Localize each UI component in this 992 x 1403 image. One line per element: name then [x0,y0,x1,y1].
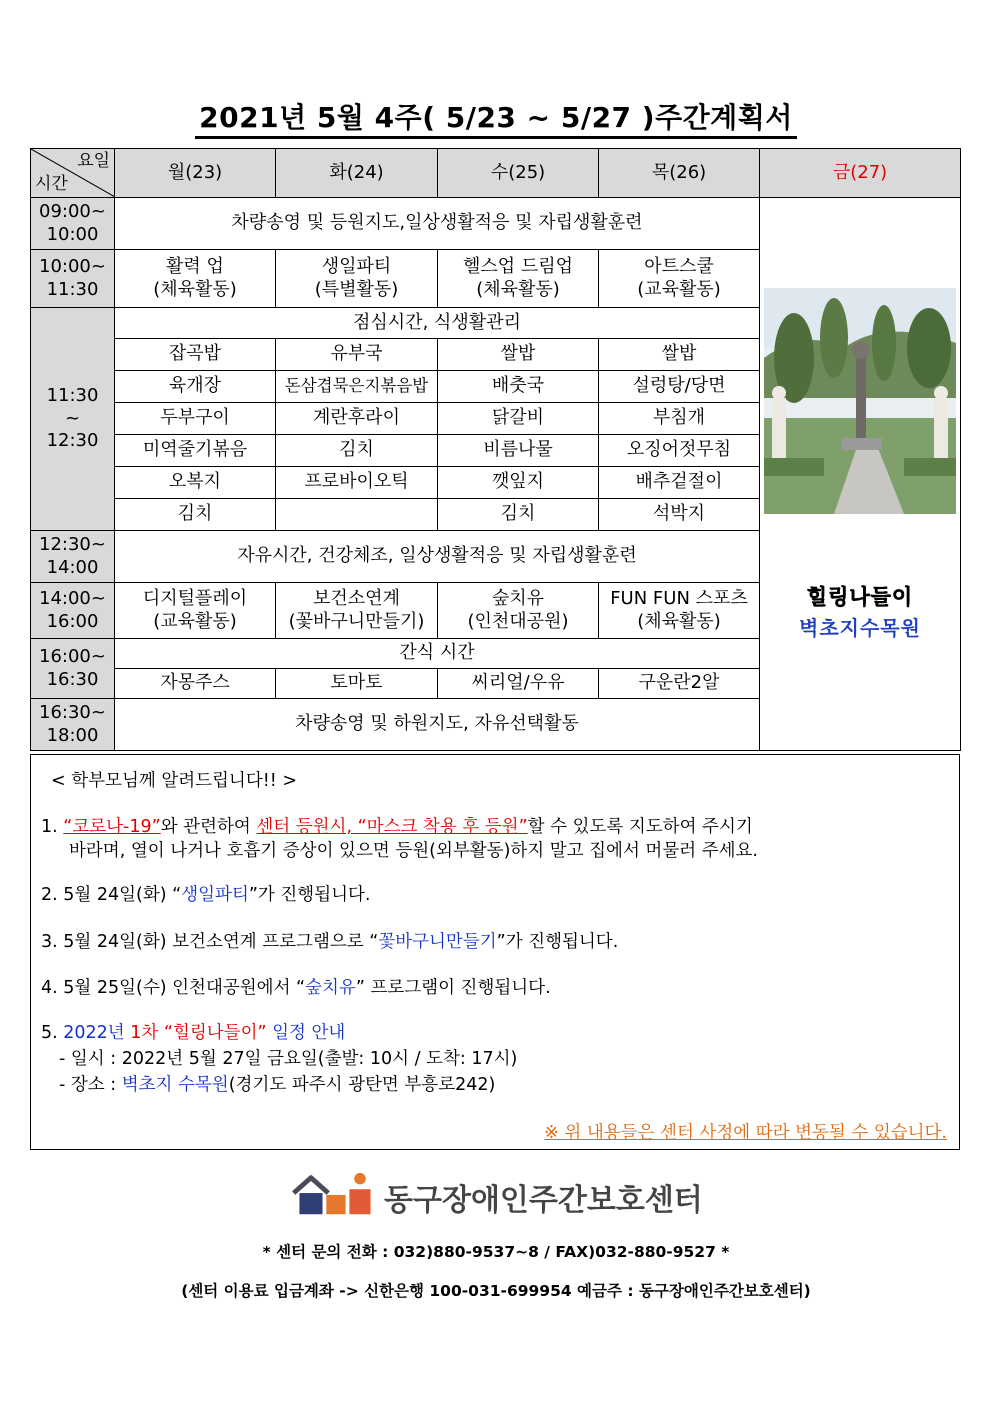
time-cell: 10:00~ 11:30 [31,250,115,308]
notice-item-5-place: - 장소 : 벽초지 수목원(경기도 파주시 광탄면 부흥로242) [59,1075,496,1095]
menu-item: 육개장 [115,371,276,403]
activity-cell-wed: 숲치유 (인천대공원) [438,583,599,639]
notice-item-3: 3. 5월 24일(화) 보건소연계 프로그램으로 “꽃바구니만들기”가 진행됩니다. [41,932,619,952]
menu-item: 김치 [276,435,438,467]
corner-day-label: 요일 [77,151,110,171]
menu-item: 유부국 [276,339,438,371]
notice-box [30,754,960,1150]
schedule-header-row [31,149,961,198]
outing-place: 벽초지수목원 [799,616,921,641]
menu-item: 김치 [438,499,599,531]
weekly-schedule-table [30,148,961,751]
center-name: 동구장애인주간보호센터 [384,1183,703,1218]
notice-item-2: 2. 5월 24일(화) “생일파티”가 진행됩니다. [41,885,371,905]
menu-item: 프로바이오틱 [276,467,438,499]
menu-item: 계란후라이 [276,403,438,435]
activity-cell-mon: 디지털플레이 (교육활동) [115,583,276,639]
time-cell: 16:30~ 18:00 [31,699,115,751]
page-title: 2021년 5월 4주( 5/23 ~ 5/27 )주간계획서 [0,96,992,136]
activity-cell-thu: FUN FUN 스포츠 (체육활동) [599,583,760,639]
notice-item-5-date: - 일시 : 2022년 5월 27일 금요일(출발: 10시 / 도착: 17시) [59,1049,518,1069]
time-cell: 14:00~ 16:00 [31,583,115,639]
menu-item: 배춧국 [438,371,599,403]
notice-disclaimer: ※ 위 내용들은 센터 사정에 따라 변동될 수 있습니다. [544,1123,947,1143]
day-header-tue: 화(24) [276,149,438,198]
day-header-fri: 금(27) [760,149,961,198]
snack-title: 간식 시간 [115,639,760,669]
menu-item: 깻잎지 [438,467,599,499]
activity-cell-tue: 생일파티 (특별활동) [276,250,438,308]
menu-item: 미역줄기볶음 [115,435,276,467]
center-logo-icon [290,1170,380,1220]
snack-item: 자몽주스 [115,669,276,699]
time-cell: 11:30 ~ 12:30 [31,308,115,531]
day-header-mon: 월(23) [115,149,276,198]
day-header-thu: 목(26) [599,149,760,198]
menu-item: 김치 [115,499,276,531]
menu-item: 오복지 [115,467,276,499]
time-cell: 12:30~ 14:00 [31,531,115,583]
time-cell: 16:00~ 16:30 [31,639,115,699]
notice-item-1-cont: 바라며, 열이 나거나 호흡기 증상이 있으면 등원(외부활동)하지 말고 집에서 머물러 주세요. [69,841,758,861]
menu-item: 배추겉절이 [599,467,760,499]
menu-item: 석박지 [599,499,760,531]
menu-item: 돈삼겹묵은지볶음밥 [276,371,438,403]
menu-item: 쌀밥 [438,339,599,371]
corner-time-label: 시간 [35,173,68,194]
snack-item: 씨리얼/우유 [438,669,599,699]
menu-item: 두부구이 [115,403,276,435]
activity-cell-wed: 헬스업 드림업 (체육활동) [438,250,599,308]
menu-item: 쌀밥 [599,339,760,371]
menu-item: 부침개 [599,403,760,435]
activity-cell: 자유시간, 건강체조, 일상생활적응 및 자립생활훈련 [115,531,760,583]
activity-cell: 차량송영 및 하원지도, 자유선택활동 [115,699,760,751]
activity-cell: 차량송영 및 등원지도,일상생활적응 및 자립생활훈련 [115,198,760,250]
notice-item-5: 5. 2022년 1차 “힐링나들이” 일정 안내 [41,1023,346,1043]
menu-item [276,499,438,531]
snack-item: 토마토 [276,669,438,699]
menu-item: 닭갈비 [438,403,599,435]
time-cell: 09:00~ 10:00 [31,198,115,250]
activity-cell-mon: 활력 업 (체육활동) [115,250,276,308]
schedule-row [31,198,961,250]
snack-item: 구운란2알 [599,669,760,699]
lunch-title: 점심시간, 식생활관리 [115,308,760,339]
garden-photo [764,288,956,514]
notice-item-1: 1. “코로나-19”와 관련하여 센터 등원시, “마스크 착용 후 등원”할 수 있도록 지도하여 주시기 [41,817,753,837]
account-info: (센터 이용료 입금계좌 -> 신한은행 100-031-699954 예금주 : 동구장애인주간보호센터) [181,1282,811,1300]
friday-cell [760,198,961,751]
outing-title: 힐링나들이 [806,585,914,609]
corner-cell [31,149,115,198]
activity-cell-thu: 아트스쿨 (교육활동) [599,250,760,308]
menu-item: 비름나물 [438,435,599,467]
menu-item: 설렁탕/당면 [599,371,760,403]
notice-heading: < 학부모님께 알려드립니다!! > [51,771,297,791]
menu-item: 오징어젓무침 [599,435,760,467]
contact-info: * 센터 문의 전화 : 032)880-9537~8 / FAX)032-880-9527 * [262,1243,730,1261]
menu-item: 잡곡밥 [115,339,276,371]
day-header-wed: 수(25) [438,149,599,198]
notice-item-4: 4. 5월 25일(수) 인천대공원에서 “숲치유” 프로그램이 진행됩니다. [41,978,551,998]
activity-cell-tue: 보건소연계 (꽃바구니만들기) [276,583,438,639]
